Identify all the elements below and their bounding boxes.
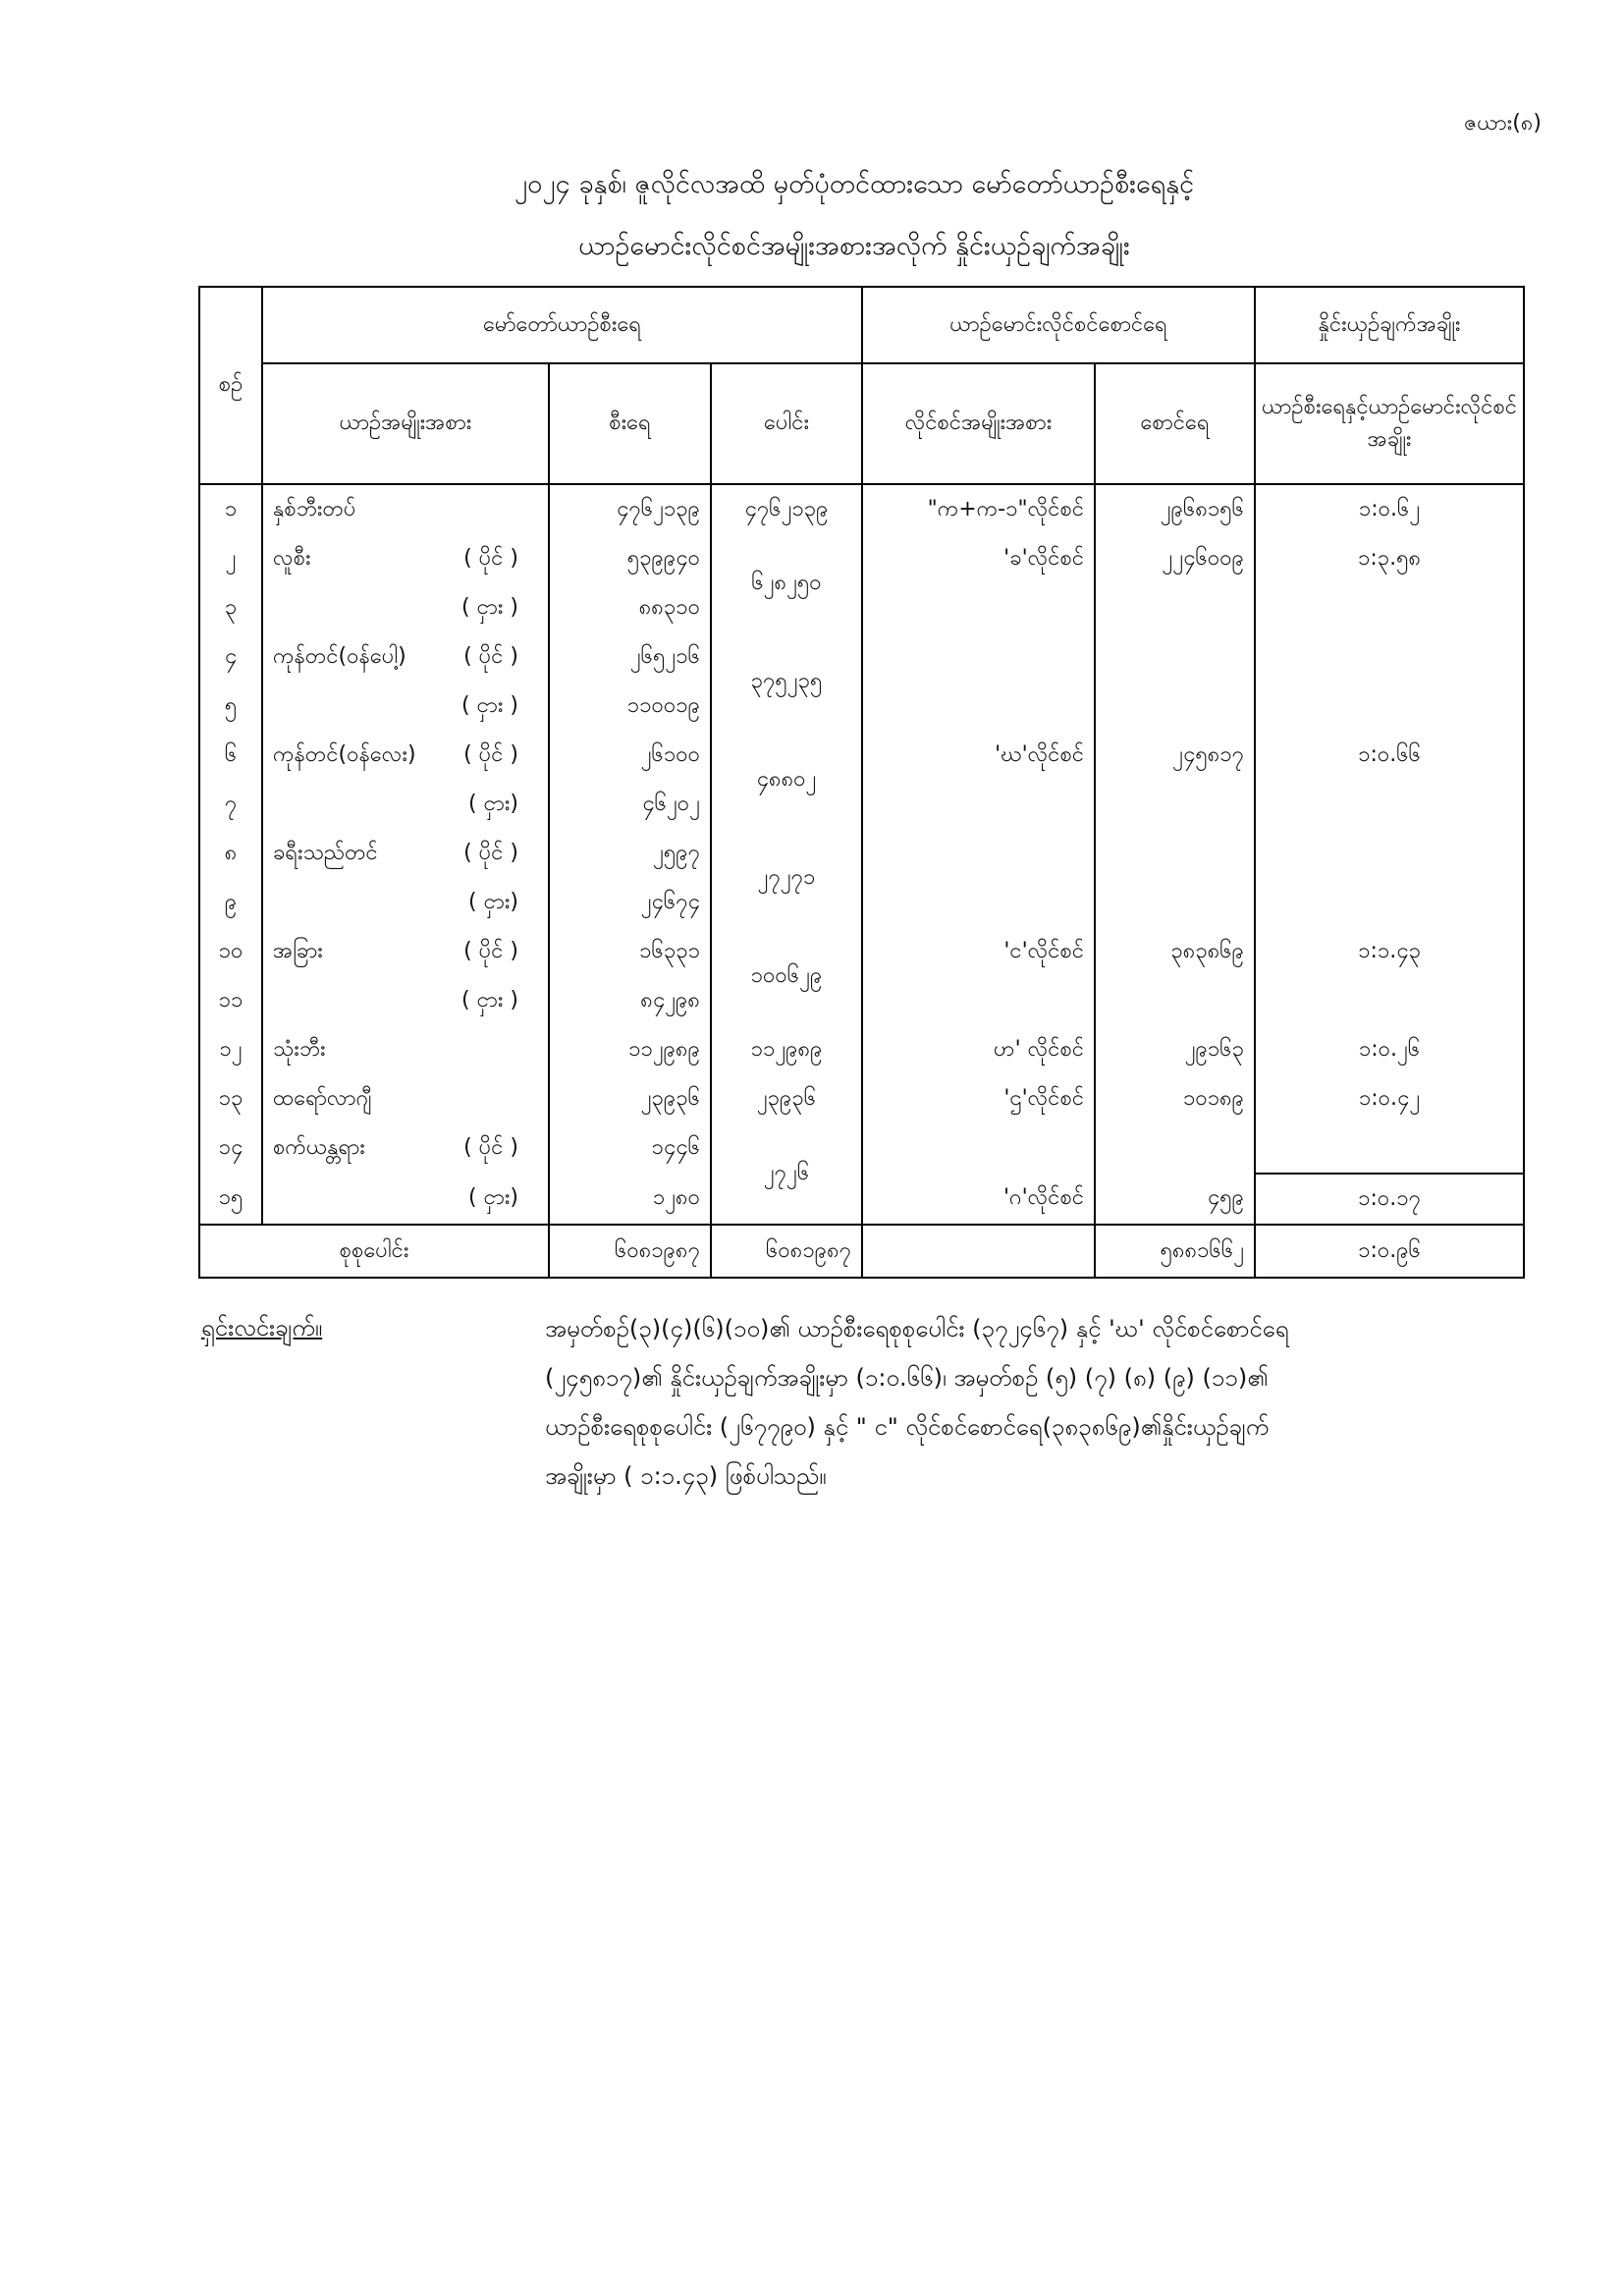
ratio-value: ၁:၁.၄၃ (1255, 927, 1524, 976)
vehicle-total: ၁၀၀၆၂၉ (711, 927, 862, 1025)
totals-ratio: ၁:၀.၉၆ (1255, 1225, 1524, 1278)
row-no: ၁၄ (199, 1123, 262, 1174)
header-ratio: ယာဉ်စီးရေနှင့်ယာဉ်မောင်းလိုင်စင်အချိုး (1255, 363, 1524, 484)
vehicle-count: ၈၈၃၁၀ (549, 583, 711, 632)
header-comparison: နှိုင်းယှဉ်ချက်အချိုး (1255, 287, 1524, 363)
ownership-qualifier: ( ပိုင် ) (463, 1135, 518, 1160)
row-no: ၄ (199, 632, 262, 682)
vehicle-count: ၁၄၄၆ (549, 1123, 711, 1174)
license-type (862, 632, 1095, 682)
license-type (862, 829, 1095, 878)
ownership-qualifier: ( ပိုင် ) (463, 840, 518, 865)
row-no: ၁၂ (199, 1025, 262, 1074)
ownership-qualifier: ( ငှား ) (461, 594, 518, 620)
license-type (862, 583, 1095, 632)
vehicle-count: ၂၄၆၇၄ (549, 878, 711, 927)
vehicle-type (262, 1174, 549, 1225)
ratio-value (1255, 976, 1524, 1025)
totals-row (199, 1225, 1524, 1278)
table-row (199, 927, 1524, 976)
license-count: ၁၀၁၈၉ (1095, 1074, 1255, 1123)
row-no: ၁၀ (199, 927, 262, 976)
ratio-value (1255, 583, 1524, 632)
table-row (199, 1074, 1524, 1123)
license-count (1095, 1123, 1255, 1174)
vehicle-count: ၂၆၁၀၀ (549, 731, 711, 780)
header-serial: စဉ် (199, 287, 262, 484)
totals-count: ၆၀၈၁၉၈၇ (549, 1225, 711, 1278)
row-no: ၁၃ (199, 1074, 262, 1123)
table-row (199, 1025, 1524, 1074)
notes-line: အချိုးမှာ ( ၁:၁.၄၃) ဖြစ်ပါသည်။ (545, 1462, 827, 1490)
ownership-qualifier: ( ငှား) (468, 889, 518, 914)
header-count: စီးရေ (549, 363, 711, 484)
table-row (199, 583, 1524, 632)
license-count: ၂၂၄၆၀၀၉ (1095, 534, 1255, 583)
vehicle-type: လူစီး ( ပိုင် ) (262, 534, 549, 583)
ratio-value: ၁:၃.၅၈ (1255, 534, 1524, 583)
row-no: ၂ (199, 534, 262, 583)
license-type (862, 780, 1095, 829)
notes-line: (၂၄၅၈၁၇)၏ နှိုင်းယှဉ်ချက်အချိုးမှာ (၁:၀.၆၆)၊ အမှတ်စဉ် (၅) (၇) (၈) (၉) (၁၁)၏ (545, 1364, 1269, 1392)
vehicle-type: စက်ယန္တရား ( ပိုင် ) (262, 1123, 549, 1174)
row-no: ၆ (199, 731, 262, 780)
vehicle-type (262, 780, 549, 829)
table-row (199, 976, 1524, 1025)
header-license-type: လိုင်စင်အမျိုးအစား (862, 363, 1095, 484)
page-label: ဇယား(၈) (1464, 111, 1542, 136)
table-row (199, 1123, 1524, 1174)
table-row (199, 878, 1524, 927)
header-total: ပေါင်း (711, 363, 862, 484)
vehicle-type: နှစ်ဘီးတပ် (262, 484, 549, 534)
vehicle-total: ၂၇၂၆ (711, 1123, 862, 1225)
license-type (862, 976, 1095, 1025)
header-motor-vehicles: မော်တော်ယာဉ်စီးရေ (262, 287, 862, 363)
license-count: ၃၈၃၈၆၉ (1095, 927, 1255, 976)
totals-total: ၆၀၈၁၉၈၇ (711, 1225, 862, 1278)
row-no: ၉ (199, 878, 262, 927)
table-row (199, 780, 1524, 829)
vehicle-type: ထရော်လာဂျီ (262, 1074, 549, 1123)
notes-line: အမှတ်စဉ်(၃)(၄)(၆)(၁၀)၏ ယာဉ်စီးရေစုစုပေါင်း (၃၇၂၄၆၇) နှင့် 'ဃ' လိုင်စင်စောင်ရေ (545, 1315, 1289, 1342)
vehicle-type: သုံးဘီး (262, 1025, 549, 1074)
table-row (199, 682, 1524, 731)
vehicle-type: ကုန်တင်(ဝန်လေး) ( ပိုင် ) (262, 731, 549, 780)
license-count (1095, 976, 1255, 1025)
title-line-1: ၂၀၂၄ ခုနှစ်၊ ဇူလိုင်လအထိ မှတ်ပုံတင်ထားသော မော်တော်ယာဉ်စီးရေနှင့် (514, 169, 1195, 199)
ratio-value (1255, 829, 1524, 878)
row-no: ၁ (199, 484, 262, 534)
notes-line: ယာဉ်စီးရေစုစုပေါင်း (၂၆၇၇၉၀) နှင့် " င" လိုင်စင်စောင်ရေ(၃၈၃၈၆၉)၏နှိုင်းယှဉ်ချက် (545, 1413, 1270, 1441)
vehicle-count: ၁၁၂၉၈၉ (549, 1025, 711, 1074)
license-type: ဟ' လိုင်စင် (862, 1025, 1095, 1074)
header-license-count: စောင်ရေ (1095, 363, 1255, 484)
totals-license-count: ၅၈၈၁၆၆၂ (1095, 1225, 1255, 1278)
ratio-value (1255, 632, 1524, 682)
vehicle-total: ၆၂၈၂၅၀ (711, 534, 862, 632)
ratio-value: ၁:၀.၄၂ (1255, 1074, 1524, 1123)
vehicle-count: ၂၆၅၂၁၆ (549, 632, 711, 682)
vehicle-count: ၄၇၆၂၁၃၉ (549, 484, 711, 534)
ownership-qualifier: ( ပိုင် ) (463, 545, 518, 571)
vehicle-type: ကုန်တင်(ဝန်ပေါ့) ( ပိုင် ) (262, 632, 549, 682)
notes-label: ရှင်းလင်းချက်။ (201, 1314, 323, 1341)
vehicle-total: ၂၃၉၃၆ (711, 1074, 862, 1123)
license-count: ၄၅၉ (1095, 1174, 1255, 1225)
vehicle-type (262, 583, 549, 632)
vehicle-total: ၁၁၂၉၈၉ (711, 1025, 862, 1074)
ratio-value: ၁:၀.၆၆ (1255, 731, 1524, 780)
ownership-qualifier: ( ပိုင် ) (463, 643, 518, 669)
ratio-value (1255, 682, 1524, 731)
vehicle-type (262, 976, 549, 1025)
license-type: 'ခ'လိုင်စင် (862, 534, 1095, 583)
license-type (862, 1123, 1095, 1174)
ratio-value: ၁:၀.၁၇ (1255, 1174, 1524, 1225)
license-count (1095, 682, 1255, 731)
license-count (1095, 632, 1255, 682)
header-vehicle-type: ယာဉ်အမျိုးအစား (262, 363, 549, 484)
vehicle-total: ၂၇၂၇၁ (711, 829, 862, 927)
table-row (199, 829, 1524, 878)
vehicle-total: ၃၇၅၂၃၅ (711, 632, 862, 731)
vehicle-count: ၁၆၃၃၁ (549, 927, 711, 976)
license-type: 'င'လိုင်စင် (862, 927, 1095, 976)
license-count (1095, 878, 1255, 927)
ratio-value (1255, 878, 1524, 927)
totals-license-type (862, 1225, 1095, 1278)
table-row (199, 484, 1524, 534)
vehicle-type (262, 682, 549, 731)
license-type: 'ဂ'လိုင်စင် (862, 1174, 1095, 1225)
title-line-2: ယာဉ်မောင်းလိုင်စင်အမျိုးအစားအလိုက် နှိုင်းယှဉ်ချက်အချိုး (578, 231, 1130, 261)
ratio-value (1255, 780, 1524, 829)
row-no: ၇ (199, 780, 262, 829)
vehicle-count: ၁၁၀၀၁၉ (549, 682, 711, 731)
ownership-qualifier: ( ပိုင် ) (463, 938, 518, 963)
table-row (199, 632, 1524, 682)
comparison-table (198, 286, 1525, 1279)
totals-label: စုစုပေါင်း (199, 1225, 549, 1278)
vehicle-total: ၄၈၈၀၂ (711, 731, 862, 829)
row-no: ၁၁ (199, 976, 262, 1025)
table-row (199, 1174, 1524, 1225)
license-count: ၂၉၆၈၁၅၆ (1095, 484, 1255, 534)
row-no: ၈ (199, 829, 262, 878)
vehicle-count: ၈၄၂၉၈ (549, 976, 711, 1025)
license-count (1095, 583, 1255, 632)
vehicle-count: ၄၆၂၀၂ (549, 780, 711, 829)
vehicle-type (262, 878, 549, 927)
license-type: 'ဌ'လိုင်စင် (862, 1074, 1095, 1123)
ratio-value: ၁:၀.၆၂ (1255, 484, 1524, 534)
row-no: ၁၅ (199, 1174, 262, 1225)
header-licenses: ယာဉ်မောင်းလိုင်စင်စောင်ရေ (862, 287, 1255, 363)
row-no: ၅ (199, 682, 262, 731)
table-row (199, 731, 1524, 780)
notes-text (545, 1304, 1448, 1501)
ratio-value (1255, 1123, 1524, 1174)
vehicle-total: ၄၇၆၂၁၃၉ (711, 484, 862, 534)
vehicle-type: အခြား ( ပိုင် ) (262, 927, 549, 976)
ownership-qualifier: ( ငှား) (468, 1185, 518, 1210)
license-count (1095, 829, 1255, 878)
ownership-qualifier: ( ငှား ) (461, 692, 518, 718)
license-type (862, 878, 1095, 927)
license-type: 'ဃ'လိုင်စင် (862, 731, 1095, 780)
vehicle-count: ၂၃၉၃၆ (549, 1074, 711, 1123)
table-row (199, 534, 1524, 583)
vehicle-type: ခရီးသည်တင် ( ပိုင် ) (262, 829, 549, 878)
vehicle-count: ၂၅၉၇ (549, 829, 711, 878)
license-count: ၂၉၁၆၃ (1095, 1025, 1255, 1074)
vehicle-count: ၅၃၉၉၄၀ (549, 534, 711, 583)
license-count: ၂၄၅၈၁၇ (1095, 731, 1255, 780)
ratio-value: ၁:၀.၂၆ (1255, 1025, 1524, 1074)
ownership-qualifier: ( ငှား ) (461, 987, 518, 1012)
license-count (1095, 780, 1255, 829)
row-no: ၃ (199, 583, 262, 632)
vehicle-count: ၁၂၈၀ (549, 1174, 711, 1225)
ownership-qualifier: ( ငှား) (468, 791, 518, 816)
ownership-qualifier: ( ပိုင် ) (463, 741, 518, 767)
license-type: "က+က-၁"လိုင်စင် (862, 484, 1095, 534)
license-type (862, 682, 1095, 731)
